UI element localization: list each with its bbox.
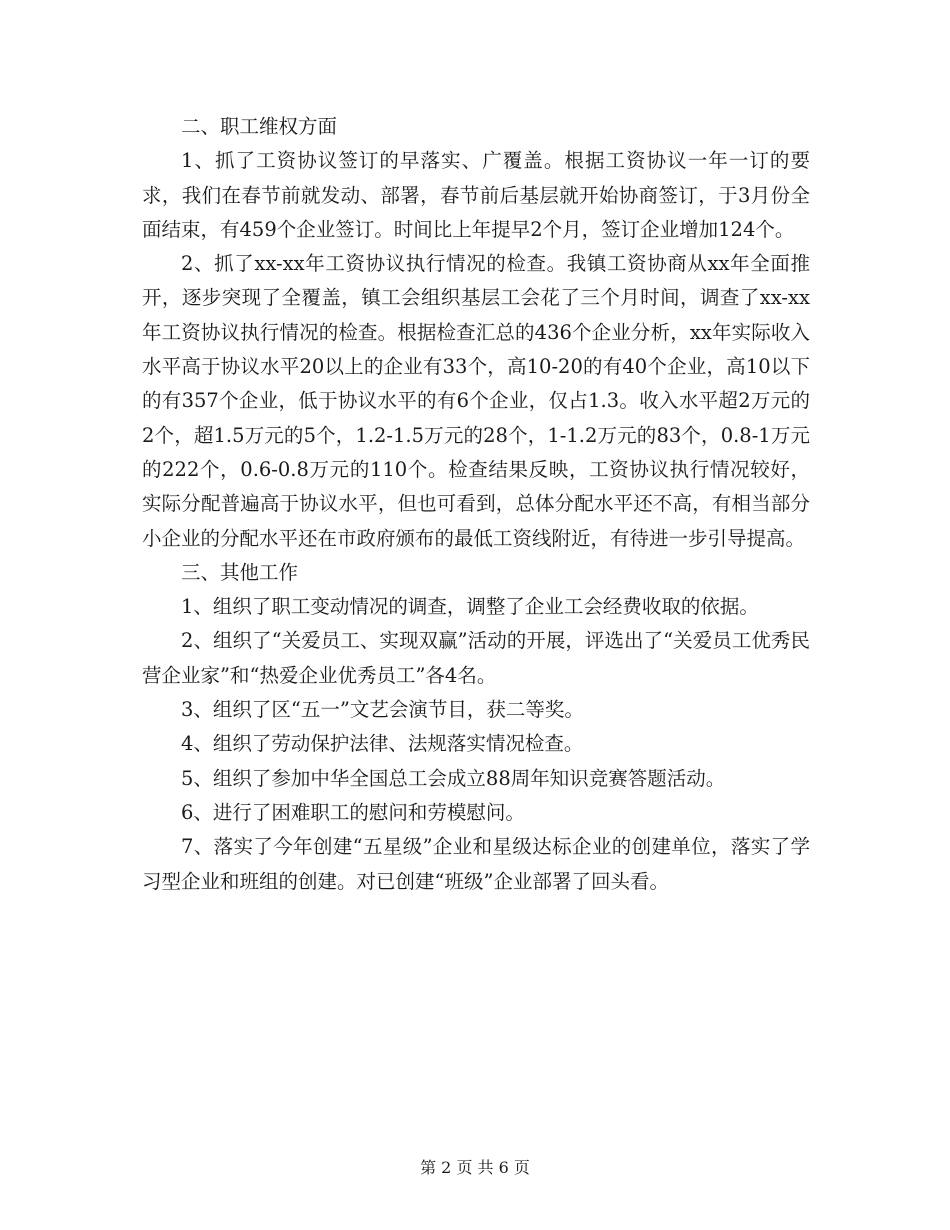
paragraph-other-item-2: 2、组织了“关爱员工、实现双赢”活动的开展，评选出了“关爱员工优秀民营企业家”和“热爱企业优秀员工”各4名。 xyxy=(142,629,810,687)
paragraph-other-item-6: 6、进行了困难职工的慰问和劳模慰问。 xyxy=(181,800,525,824)
paragraph-other-item-1: 1、组织了职工变动情况的调查，调整了企业工会经费收取的依据。 xyxy=(181,595,759,619)
section-heading-other-work: 三、其他工作 xyxy=(181,560,299,584)
page-footer: 第 2 页 共 6 页 xyxy=(420,1158,530,1177)
paragraph-other-item-4: 4、组织了劳动保护法律、法规落实情况检查。 xyxy=(181,732,584,756)
document-body xyxy=(142,110,810,899)
paragraph-other-item-5: 5、组织了参加中华全国总工会成立88周年知识竞赛答题活动。 xyxy=(181,766,726,790)
paragraph-other-item-3: 3、组织了区“五一”文艺会演节目，获二等奖。 xyxy=(181,698,584,722)
paragraph-wage-agreement-signing: 1、抓了工资协议签订的早落实、广覆盖。根据工资协议一年一订的要求，我们在春节前就发动、部署，春节前后基层就开始协商签订，于3月份全面结束，有459个企业签订。时间比上年提早2个月，签订企业增加124个。 xyxy=(142,149,810,241)
paragraph-other-item-7: 7、落实了今年创建“五星级”企业和星级达标企业的创建单位，落实了学习型企业和班组的创建。对已创建“班级”企业部署了回头看。 xyxy=(142,835,810,893)
section-heading-worker-rights: 二、职工维权方面 xyxy=(181,115,338,138)
paragraph-wage-agreement-inspection: 2、抓了xx-xx年工资协议执行情况的检查。我镇工资协商从xx年全面推开，逐步突现了全覆盖，镇工会组织基层工会花了三个月时间，调查了xx-xx年工资协议执行情况的检查。根据检查汇总的436个企业分析，xx年实际收入水平高于协议水平20以上的企业有33个，高10-20的有40个企业，高10以下的有357个企业，低于协议水平的有6个企业，仅占1.3。收入水平超2万元的2个，超1.5万元的5个，1.2-1.5万元的28个，1-1.2万元的83个，0.8-1万元的222个，0.6-0.8万元的110个。检查结果反映，工资协议执行情况较好，实际分配普遍高于协议水平，但也可看到，总体分配水平还不高，有相当部分小企业的分配水平还在市政府颁布的最低工资线附近，有待进一步引导提高。 xyxy=(142,252,810,550)
